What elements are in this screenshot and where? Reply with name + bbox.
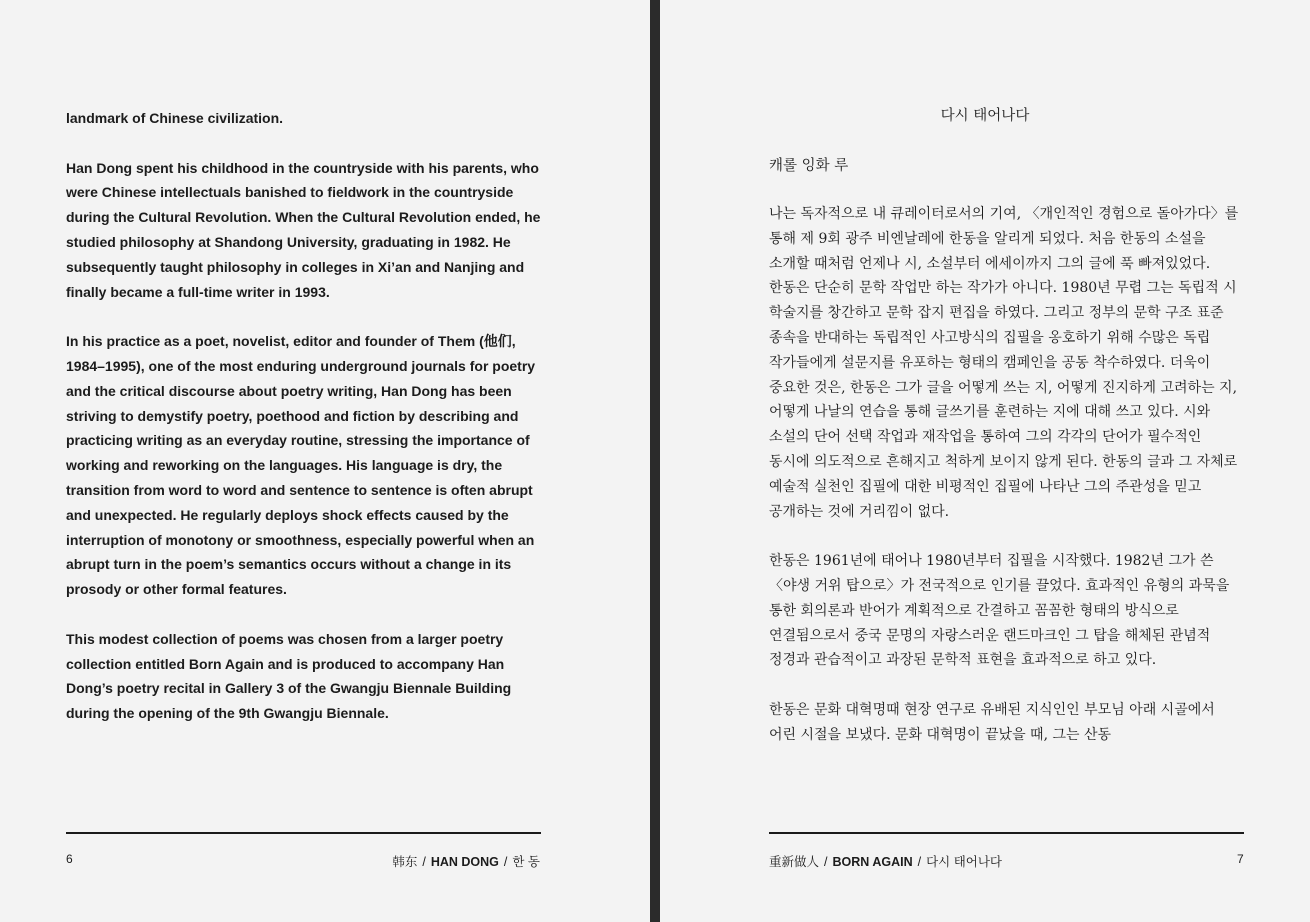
separator: /	[503, 855, 508, 869]
paragraph: This modest collection of poems was chosen from a larger poetry collection entitled Born Again and is produced to accompany Han Dong’s poetry recital in Gallery 3 of the Gwangju Biennale Building during the opening of the 9th Gwangju Biennale.	[66, 630, 512, 722]
page-number: 7	[1237, 852, 1244, 866]
book-spine	[650, 0, 660, 922]
paragraph: Han Dong spent his childhood in the countryside with his parents, who were Chinese intellectuals banished to fieldwork in the countryside during the Cultural Revolution. When the Cultural Revolution ended, he studied philosophy at Shandong University, graduating in 1982. He subsequently taught philosophy in colleges in Xi’an and Nanjing and finally became a full-time writer in 1993.	[66, 159, 541, 300]
running-head-en: BORN AGAIN	[832, 855, 913, 869]
running-head-zh: 重新做人	[769, 855, 820, 869]
running-head	[769, 852, 1002, 870]
article-author: 캐롤 잉화 루	[769, 158, 849, 174]
paragraph: 한동은 문화 대혁명때 현장 연구로 유배된 지식인인 부모님 아래 시골에서 어린 시절을 보냈다. 문화 대혁명이 끝났을 때, 그는 산동	[769, 701, 1215, 743]
separator: /	[824, 855, 828, 869]
paragraph: 나는 독자적으로 내 큐레이터로서의 기여, 〈개인적인 경험으로 돌아가다〉를 통해 제 9회 광주 비엔날레에 한동을 알리게 되었다. 처음 한동의 소설을 소개할 때처럼 언제나 시, 소설부터 에세이까지 그의 글에 푹 빠져있었다. 한동은 단순히 문학 작업만 하는 작가가 아니다. 1980년 무렵 그는 독립적 시 학술지를 창간하고 문학 잡지 편집을 하였다. 그리고 정부의 문학 구조 표준 종속을 반대하는 독립적인 사고방식의 집필을 옹호하기 위해 수많은 독립 작가들에게 설문지를 유포하는 형태의 캠페인을 공동 착수하였다. 더욱이 중요한 것은, 한동은 그가 글을 어떻게 쓰는 지, 어떻게 진지하게 고려하는 지, 어떻게 나날의 연습을 통해 글쓰기를 훈련하는 지에 대해 쓰고 있다. 시와 소설의 단어 선택 작업과 재작업을 통하여 그의 각각의 단어가 필수적인 동시에 의도적으로 흔해지고 척하게 보이지 않게 된다. 한동의 글과 그 자체로 예술적 실천인 집필에 대한 비평적인 집필에 나타난 그의 주관성을 믿고 공개하는 것에 거리낌이 없다.	[769, 206, 1239, 520]
korean-body-text	[769, 202, 1243, 772]
left-page	[0, 0, 650, 922]
running-head-ko: 다시 태어나다	[926, 855, 1003, 869]
paragraph: In his practice as a poet, novelist, editor and founder of Them (他们, 1984–1995), one of the most enduring underground journals for poetry and the critical discourse about poetry writing, Han Dong has been striving to demystify poetry, poethood and fiction by describing and practicing writing as an everyday routine, stressing the importance of working and reworking on the languages. His language is dry, the transition from word to word and sentence to sentence is often abrupt and unexpected. He regularly deploys shock effects caused by the interruption of monotony or smoothness, especially powerful when an abrupt turn in the poem’s semantics occurs without a change in its prosody or other formal features.	[66, 333, 536, 598]
page-number: 6	[66, 852, 73, 866]
paragraph: 한동은 1961년에 태어나 1980년부터 집필을 시작했다. 1982년 그가 쓴 〈야생 거위 탑으로〉가 전국적으로 인기를 끌었다. 효과적인 유형의 과묵을 통한 회의론과 반어가 계획적으로 간결하고 꼼꼼한 형태의 방식으로 연결됨으로서 중국 문명의 자랑스러운 랜드마크인 그 탑을 해체된 관념적 정경과 관습적이고 과장된 문학적 표현을 효과적으로 하고 있다.	[769, 553, 1230, 669]
running-head	[392, 852, 540, 870]
running-head-ko: 한 동	[512, 855, 540, 869]
right-page	[660, 0, 1310, 922]
running-head-zh: 韩东	[392, 855, 418, 869]
english-body-text	[66, 106, 541, 751]
running-head-en: HAN DONG	[430, 855, 499, 869]
article-title: 다시 태어나다	[940, 108, 1030, 124]
footer-rule	[769, 832, 1244, 834]
footer-rule	[66, 832, 541, 834]
separator: /	[422, 855, 426, 869]
separator: /	[917, 855, 922, 869]
paragraph: landmark of Chinese civilization.	[66, 110, 284, 126]
